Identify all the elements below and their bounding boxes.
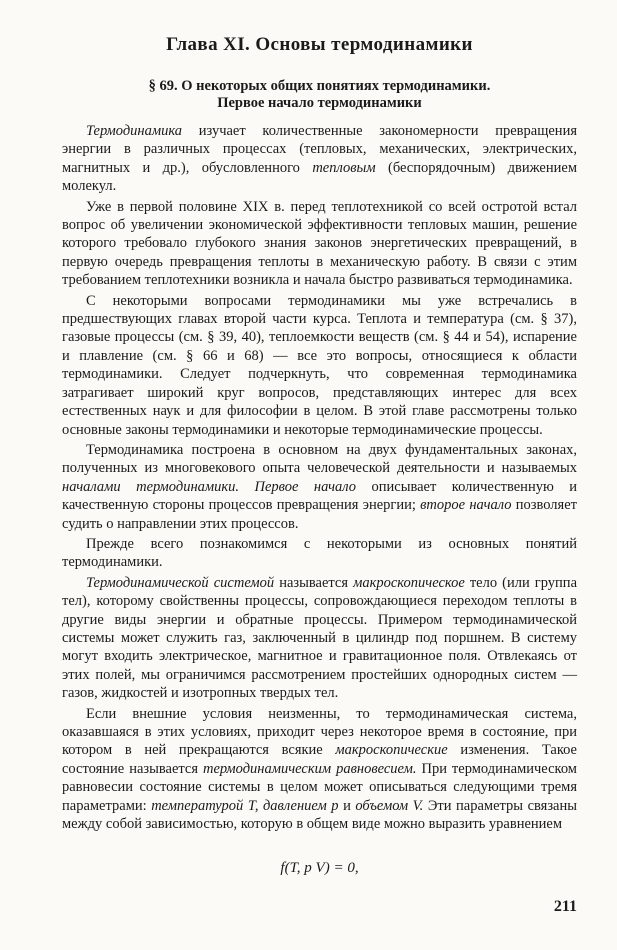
text: изменения. Такое состояние называется: [62, 742, 577, 777]
term-volume: объемом V.: [355, 797, 424, 814]
text: описывает количественную и качественную стороны процессов превращения энергии;: [62, 478, 577, 514]
text: позволяет судить о направлении этих процессов.: [62, 497, 577, 532]
text: называется: [274, 574, 354, 591]
term-macroscopic: макроскопические: [335, 742, 448, 759]
text: и: [338, 797, 356, 814]
text: Если внешние условия неизменны, то термодинамическая система, оказавшаяся в этих условиях, приходит через некоторое время в состояние, при котором в ней прекращаются всякие: [62, 705, 577, 759]
paragraph-5: Прежде всего познакомимся с некоторыми из основных понятий термодинамики.: [62, 535, 577, 571]
paragraph-7: [62, 705, 577, 834]
term-temperature-pressure: температурой T, давлением p: [151, 797, 339, 814]
body-text: [62, 122, 577, 833]
text: тело (или группа тел), которому свойственны процессы, сопровождающиеся переходом теплоты в другие виды энергии и обратные процессы. Примером термодинамической системы может служить газ, заключенный в цилиндр под поршнем. В систему могут входить электрическое, магнитное и гравитационное поля. Отвлекаясь от этих полей, мы ограничимся рассмотрением простейших однородных систем — газов, жидкостей и изотропных твердых тел.: [62, 574, 577, 702]
text: изучает количественные закономерности превращения энергии в различных процессах (тепловых, механических, электрических, магнитных и др.), обусловленного: [62, 123, 577, 176]
paragraph-4: [62, 441, 577, 533]
text: Термодинамика построена в основном на двух фундаментальных законах, полученных из многовекового опыта человеческой деятельности и называемых: [62, 441, 577, 477]
paragraph-2: Уже в первой половине XIX в. перед теплотехникой со всей остротой встал вопрос об увеличении экономической эффективности тепловых машин, решение которого требовало глубокого знания законов энергетических превращений, в первую очередь превращения теплоты в механическую работу. В связи с этим требованием теплотехники возникла и начала быстро развиваться термодинамика.: [62, 198, 577, 289]
term-system: Термодинамической системой: [86, 574, 275, 591]
section-title: [62, 78, 577, 112]
term-equilibrium: термодинамическим равновесием.: [202, 760, 417, 777]
text: Эти параметры связаны между собой зависимостью, которую в общем виде можно выразить уравнением: [62, 797, 577, 833]
equation: [62, 860, 577, 877]
equation-text: f(T, p V) = 0,: [280, 860, 359, 876]
term-macroscopic: макроскопическое: [353, 574, 465, 591]
text: (беспорядочным) движением молекул.: [62, 159, 577, 195]
paragraph-6: [62, 574, 577, 703]
section-title-line2: Первое начало термодинамики: [217, 95, 422, 111]
page-number: 211: [553, 898, 577, 915]
term-thermodynamics: Термодинамика: [86, 123, 183, 139]
term-second-law: второе начало: [420, 497, 512, 514]
text: При термодинамическом равновесии состояние системы в целом может описываться следующими тремя параметрами:: [62, 760, 577, 814]
term-laws: началами термодинамики. Первое начало: [62, 478, 357, 495]
chapter-title: Глава XI. Основы термодинамики: [166, 34, 473, 55]
term-thermal: тепловым: [312, 159, 376, 176]
paragraph-1: [62, 122, 577, 196]
section-title-line1: § 69. О некоторых общих понятиях термодинамики.: [148, 78, 491, 94]
paragraph-3: С некоторыми вопросами термодинамики мы уже встречались в предшествующих главах второй части курса. Теплота и температура (см. § 37), газовые процессы (см. § 39, 40), теплоемкости веществ (см. § 44 и 54), испарение и плавление (см. § 66 и 68) — все это вопросы, относящиеся к области термодинамики. Следует подчеркнуть, что современная термодинамика затрагивает широкий круг вопросов, представляющих интерес для всех естественных наук и для философии в целом. В этой главе рассмотрены только основные законы термодинамики и некоторые термодинамические процессы.: [62, 292, 577, 438]
